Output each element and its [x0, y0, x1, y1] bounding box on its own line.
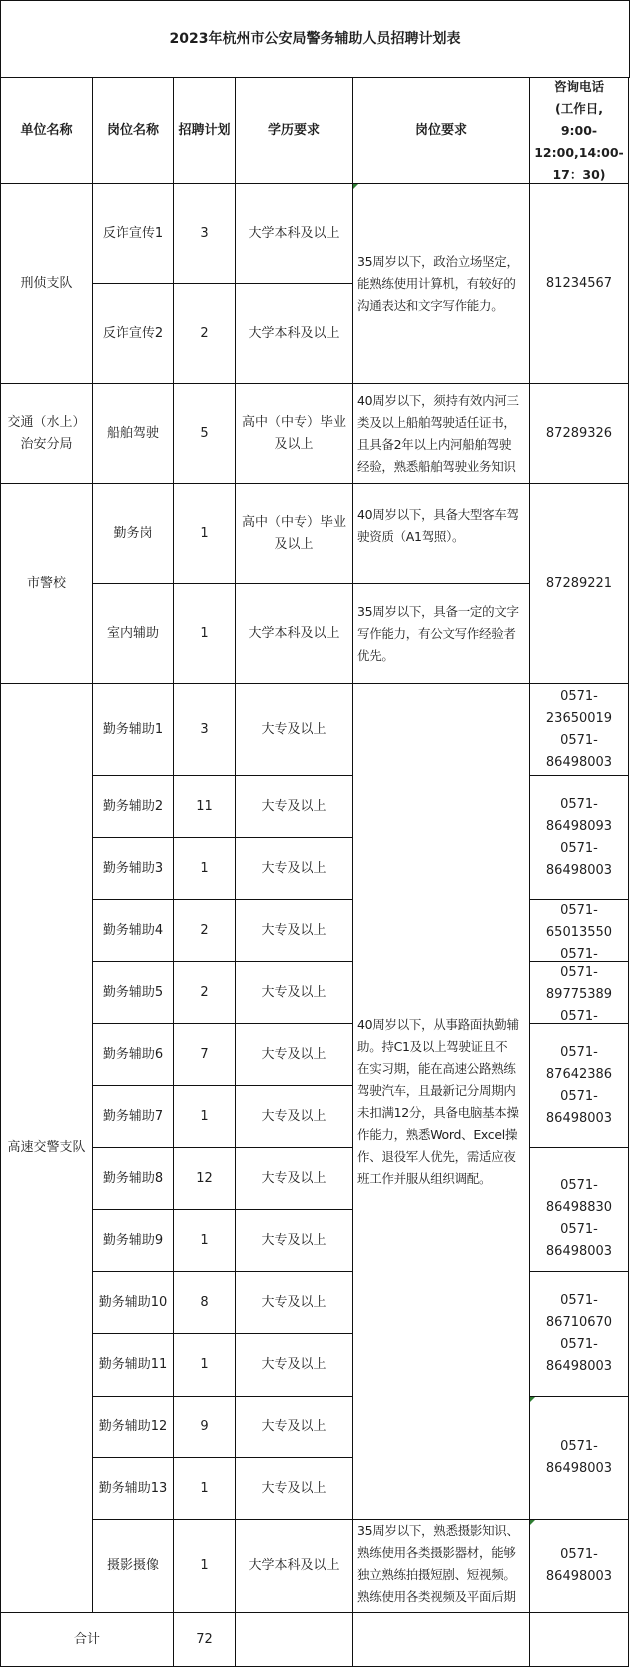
text-line: 0571- [560, 1293, 598, 1308]
plan-count: 1 [200, 625, 209, 641]
text-line: 9:00- [560, 122, 598, 138]
plan-count: 3 [200, 721, 209, 737]
requirement-cell [352, 583, 530, 684]
text-line: 高中（中专）毕业 [241, 414, 346, 430]
text-line: 在实习期，能在高速公路熟练 [357, 1060, 516, 1076]
table-title: 2023年杭州市公安局警务辅助人员招聘计划表 [169, 31, 461, 47]
education-cell [235, 899, 353, 962]
phone-cell [529, 183, 629, 384]
text-line: 交通（水上） [7, 414, 86, 430]
unit-cell-jiaotong [0, 383, 93, 484]
plan-cell [173, 1396, 236, 1458]
education-cell [235, 1457, 353, 1520]
position-cell [92, 1209, 174, 1272]
position-name: 勤务辅助11 [98, 1357, 168, 1372]
text-line: 86498003 [545, 754, 613, 770]
position-name: 勤务辅助8 [102, 1170, 164, 1186]
position-name: 勤务岗 [113, 525, 153, 541]
position-cell [92, 1271, 174, 1334]
plan-cell [173, 1085, 236, 1148]
education-cell [235, 1147, 353, 1210]
requirement-cell [352, 483, 530, 584]
plan-count: 1 [200, 1480, 209, 1496]
text-line: 86710670 [545, 1315, 613, 1330]
header-plan [173, 77, 236, 184]
education-cell [235, 837, 353, 900]
education-text: 大专及以上 [261, 1357, 327, 1372]
plan-cell [173, 1333, 236, 1397]
plan-count: 1 [200, 1232, 209, 1248]
text-line: 且具备2年以上内河船舶驾驶 [357, 436, 512, 452]
position-cell [92, 1457, 174, 1520]
text-line: 0571- [560, 732, 598, 748]
phone-cell [529, 1271, 629, 1397]
unit-name: 高速交警支队 [7, 1140, 86, 1155]
header-unit [0, 77, 93, 184]
requirement-text [357, 504, 519, 548]
position-name: 船舶驾驶 [106, 425, 159, 441]
plan-count: 1 [200, 1558, 209, 1573]
phone-number [546, 1436, 612, 1480]
table-title-cell [0, 0, 630, 78]
empty-cell [529, 1612, 629, 1667]
plan-cell [173, 683, 236, 776]
education-text: 大专及以上 [261, 798, 327, 814]
education-cell [235, 183, 353, 284]
text-line: 0571- [560, 1044, 598, 1060]
education-text: 大学本科及以上 [248, 1558, 340, 1573]
text-line: 0571- [560, 947, 598, 962]
education-text: 大专及以上 [261, 1170, 327, 1186]
plan-cell [173, 283, 236, 384]
text-line: 87642386 [545, 1066, 613, 1082]
text-line: (工作日, [555, 100, 603, 116]
unit-cell-jingxiao [0, 483, 93, 684]
text-line: 及以上 [274, 436, 314, 452]
plan-count: 3 [200, 225, 209, 241]
education-text: 大专及以上 [261, 1046, 327, 1062]
text-line: 0571- [560, 1547, 598, 1562]
text-line: 0571- [560, 688, 598, 704]
plan-count: 2 [200, 984, 209, 1000]
header-label: 学历要求 [267, 122, 320, 138]
plan-cell [173, 1519, 236, 1613]
phone-cell [529, 1147, 629, 1272]
unit-name: 刑侦支队 [20, 275, 73, 291]
requirement-text [357, 1520, 519, 1608]
text-line: 写作能力，有公文写作经验者 [357, 625, 516, 641]
plan-count: 2 [200, 922, 209, 938]
position-cell [92, 483, 174, 584]
education-cell [235, 683, 353, 776]
position-name: 勤务辅助2 [102, 798, 164, 814]
education-text: 大专及以上 [261, 922, 327, 938]
education-cell [235, 283, 353, 384]
education-cell [235, 1209, 353, 1272]
text-line: 类及以上船舶驾驶适任证书， [357, 414, 516, 430]
position-cell [92, 837, 174, 900]
header-label: 单位名称 [20, 122, 73, 138]
education-cell [235, 1519, 353, 1613]
text-line: 0571- [560, 1009, 598, 1024]
position-cell [92, 183, 174, 284]
phone-cell [529, 899, 629, 962]
text-line: 助。持C1及以上驾驶证且不 [357, 1038, 508, 1054]
plan-cell [173, 583, 236, 684]
plan-cell [173, 1271, 236, 1334]
text-line: 12:00,14:00- [534, 144, 624, 160]
education-text: 大学本科及以上 [248, 325, 340, 341]
education-text: 大专及以上 [261, 984, 327, 1000]
text-line: 治安分局 [20, 436, 73, 452]
text-line: 熟练使用各类视频及平面后期 [357, 1589, 516, 1604]
education-text [242, 412, 346, 456]
position-cell [92, 1396, 174, 1458]
position-cell [92, 1333, 174, 1397]
education-text [242, 512, 346, 556]
education-cell [235, 1271, 353, 1334]
text-line: 驶资质（A1驾照）。 [357, 528, 465, 544]
education-cell [235, 961, 353, 1024]
requirement-cell [352, 683, 530, 1520]
plan-count: 9 [200, 1419, 209, 1434]
plan-count: 2 [200, 325, 209, 341]
plan-cell [173, 1209, 236, 1272]
text-line: 驾驶汽车，且最新记分周期内 [357, 1082, 516, 1098]
plan-cell [173, 775, 236, 838]
text-line: 经验，熟悉船舶驾驶业务知识 [357, 458, 516, 474]
phone-cell [529, 775, 629, 900]
education-cell [235, 1396, 353, 1458]
plan-count: 1 [200, 860, 209, 876]
plan-cell [173, 483, 236, 584]
plan-count: 1 [200, 1357, 209, 1372]
text-line: 0571- [560, 965, 598, 980]
text-line: 86498003 [545, 1243, 613, 1259]
education-cell [235, 1023, 353, 1086]
phone-number [546, 794, 612, 882]
header-label: 岗位名称 [106, 122, 159, 138]
position-cell [92, 1519, 174, 1613]
education-text: 大专及以上 [261, 721, 327, 737]
phone-cell [529, 683, 629, 776]
text-line: 40周岁以下，须持有效内河三 [357, 392, 519, 408]
phone-number [546, 900, 612, 962]
position-cell [92, 283, 174, 384]
position-name: 勤务辅助5 [102, 984, 164, 1000]
text-line: 0571- [560, 840, 598, 856]
header-position [92, 77, 174, 184]
plan-count: 12 [196, 1170, 213, 1186]
plan-count: 5 [200, 425, 209, 441]
position-name: 室内辅助 [106, 625, 159, 641]
education-cell [235, 383, 353, 484]
unit-cell-xingzhen [0, 183, 93, 384]
phone-number [546, 1544, 612, 1588]
text-line: 35周岁以下，政治立场坚定， [357, 253, 519, 269]
plan-cell [173, 1023, 236, 1086]
position-cell [92, 1147, 174, 1210]
header-requirement [352, 77, 530, 184]
text-line: 0571- [560, 796, 598, 812]
education-cell [235, 483, 353, 584]
position-cell [92, 775, 174, 838]
position-name: 勤务辅助13 [98, 1480, 168, 1496]
phone-cell [529, 483, 629, 684]
text-line: 独立熟练拍摄短剧、短视频。 [357, 1567, 516, 1582]
education-cell [235, 583, 353, 684]
text-line: 优先。 [357, 647, 394, 663]
text-line: 40周岁以下，具备大型客车驾 [357, 506, 519, 522]
education-text: 大专及以上 [261, 860, 327, 876]
phone-number: 87289221 [545, 575, 613, 591]
phone-number: 87289326 [545, 425, 613, 441]
position-name: 勤务辅助6 [102, 1046, 164, 1062]
empty-cell [235, 1612, 353, 1667]
requirement-text [357, 601, 519, 667]
cell-comment-marker [530, 1397, 535, 1402]
text-line: 0571- [560, 1221, 598, 1237]
education-cell [235, 775, 353, 838]
text-line: 86498003 [545, 1110, 613, 1126]
position-name: 勤务辅助9 [102, 1232, 164, 1248]
position-name: 反诈宣传2 [102, 325, 164, 341]
phone-number [546, 1042, 612, 1130]
education-text: 大学本科及以上 [248, 225, 340, 241]
plan-cell [173, 183, 236, 284]
unit-name [7, 412, 85, 456]
phone-cell [529, 1023, 629, 1148]
plan-count: 7 [200, 1046, 209, 1062]
requirement-text [357, 251, 519, 317]
text-line: 86498003 [545, 862, 613, 878]
phone-cell [529, 1396, 629, 1520]
text-line: 未扣满12分，具备电脑基本操 [357, 1104, 519, 1120]
text-line: 17：30) [552, 166, 606, 182]
text-line: 班工作并服从组织调配。 [357, 1170, 492, 1186]
text-line: 熟练使用各类摄影器材，能够 [357, 1545, 516, 1560]
position-name: 勤务辅助12 [98, 1419, 168, 1434]
unit-name: 市警校 [26, 575, 66, 591]
header-education [235, 77, 353, 184]
position-name: 勤务辅助3 [102, 860, 164, 876]
plan-cell [173, 837, 236, 900]
text-line: 作能力，熟悉Word、Excel操 [357, 1126, 518, 1142]
text-line: 咨询电话 [553, 78, 604, 94]
plan-cell [173, 1147, 236, 1210]
text-line: 86498003 [545, 1569, 613, 1584]
text-line: 沟通表达和文字写作能力。 [357, 297, 504, 313]
plan-cell [173, 899, 236, 962]
position-cell [92, 899, 174, 962]
text-line: 86498003 [545, 1461, 613, 1476]
education-text: 大专及以上 [261, 1232, 327, 1248]
plan-count: 1 [200, 525, 209, 541]
text-line: 35周岁以下，具备一定的文字 [357, 603, 519, 619]
plan-cell [173, 383, 236, 484]
text-line: 89775389 [545, 987, 613, 1002]
text-line: 0571- [560, 1439, 598, 1454]
position-cell [92, 683, 174, 776]
text-line: 23650019 [545, 710, 613, 726]
phone-number [546, 962, 612, 1024]
requirement-text [357, 390, 519, 478]
phone-cell [529, 961, 629, 1024]
plan-count: 11 [196, 798, 213, 814]
text-line: 0571- [560, 1088, 598, 1104]
text-line: 0571- [560, 1337, 598, 1352]
text-line: 0571- [560, 1177, 598, 1193]
text-line: 86498003 [545, 1359, 613, 1374]
position-name: 勤务辅助10 [98, 1294, 168, 1310]
requirement-cell [352, 183, 530, 384]
position-cell [92, 583, 174, 684]
total-plan-cell [173, 1612, 236, 1667]
requirement-cell [352, 1519, 530, 1613]
unit-cell-gaosu [0, 683, 93, 1613]
text-line: 作、退役军人优先，需适应夜 [357, 1148, 516, 1164]
cell-comment-marker [530, 1520, 535, 1525]
position-cell [92, 961, 174, 1024]
phone-number [546, 1175, 612, 1263]
plan-count: 1 [200, 1108, 209, 1124]
total-plan: 72 [196, 1631, 213, 1647]
position-name: 摄影摄像 [106, 1558, 159, 1573]
position-name: 勤务辅助7 [102, 1108, 164, 1124]
education-text: 大学本科及以上 [248, 625, 340, 641]
text-line: 能熟练使用计算机，有较好的 [357, 275, 516, 291]
phone-number [546, 1290, 612, 1378]
total-label-cell [0, 1612, 174, 1667]
text-line: 86498830 [545, 1199, 613, 1215]
text-line: 35周岁以下，熟悉摄影知识、 [357, 1523, 519, 1538]
empty-cell [352, 1612, 530, 1667]
education-cell [235, 1333, 353, 1397]
requirement-text [357, 1014, 519, 1190]
text-line: 86498093 [545, 818, 613, 834]
plan-cell [173, 961, 236, 1024]
position-cell [92, 1085, 174, 1148]
phone-number: 81234567 [545, 275, 613, 291]
text-line: 65013550 [545, 925, 613, 940]
education-text: 大专及以上 [261, 1480, 327, 1496]
text-line: 高中（中专）毕业 [241, 514, 346, 530]
plan-count: 8 [200, 1294, 209, 1310]
header-label: 招聘计划 [178, 122, 231, 138]
education-text: 大专及以上 [261, 1419, 327, 1434]
position-name: 勤务辅助1 [102, 721, 164, 737]
position-name: 勤务辅助4 [102, 922, 164, 938]
position-cell [92, 383, 174, 484]
text-line: 及以上 [274, 536, 314, 552]
header-phone [529, 77, 629, 184]
total-label: 合计 [73, 1631, 100, 1647]
position-cell [92, 1023, 174, 1086]
phone-cell [529, 383, 629, 484]
plan-cell [173, 1457, 236, 1520]
text-line: 0571- [560, 903, 598, 918]
cell-comment-marker [353, 184, 358, 189]
phone-cell [529, 1519, 629, 1613]
education-text: 大专及以上 [261, 1108, 327, 1124]
education-cell [235, 1085, 353, 1148]
text-line: 40周岁以下，从事路面执勤辅 [357, 1016, 519, 1032]
phone-number [546, 686, 612, 774]
education-text: 大专及以上 [261, 1294, 327, 1310]
requirement-cell [352, 383, 530, 484]
position-name: 反诈宣传1 [102, 225, 164, 241]
header-label: 岗位要求 [414, 122, 467, 138]
header-label [534, 77, 624, 184]
